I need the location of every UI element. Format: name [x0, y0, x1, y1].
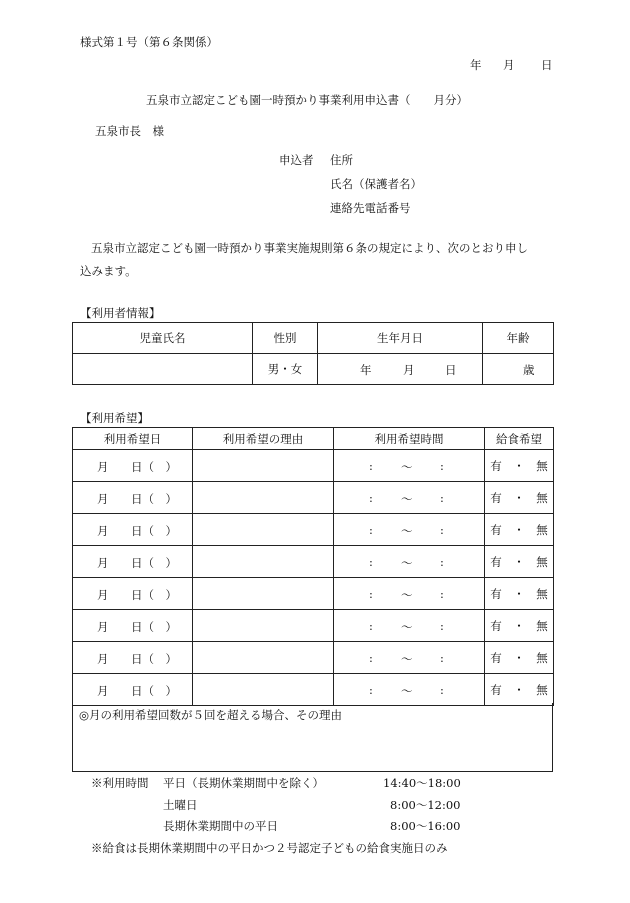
usage-month-label: 月 [97, 652, 109, 666]
usage-reason-field[interactable] [193, 674, 334, 706]
usage-time-field[interactable] [334, 450, 485, 482]
applicant-phone-label: 連絡先電話番号 [330, 201, 411, 215]
header-usage-date: 利用希望日 [73, 428, 193, 450]
usage-day-label: 日（ ） [131, 620, 177, 634]
hours-weekday-label: 平日（長期休業期間中を除く） [163, 776, 324, 790]
usage-meal-field[interactable] [485, 450, 554, 482]
usage-reason-field[interactable] [193, 642, 334, 674]
usage-time-tilde: 〜 [401, 684, 413, 698]
date-day-label: 日 [541, 58, 553, 72]
header-meal: 給食希望 [485, 428, 554, 450]
form-number: 様式第１号（第６条関係） [80, 35, 218, 49]
usage-time-field[interactable] [334, 674, 485, 706]
body-text-line-1: 五泉市立認定こども園一時預かり事業実施規則第６条の規定により、次のとおり申し [91, 241, 528, 255]
usage-month-label: 月 [97, 588, 109, 602]
usage-day-label: 日（ ） [131, 460, 177, 474]
usage-meal-options: 有 ・ 無 [490, 458, 548, 473]
usage-row [73, 546, 554, 578]
usage-table [72, 427, 554, 706]
usage-time-tilde: 〜 [401, 588, 413, 602]
usage-month-label: 月 [97, 556, 109, 570]
header-usage-time: 利用希望時間 [334, 428, 485, 450]
usage-reason-field[interactable] [193, 482, 334, 514]
header-usage-reason: 利用希望の理由 [193, 428, 334, 450]
usage-date-field[interactable] [73, 642, 193, 674]
usage-time-field[interactable] [334, 578, 485, 610]
usage-time-start-colon: : [369, 651, 373, 665]
usage-day-label: 日（ ） [131, 556, 177, 570]
addressee: 五泉市長 様 [95, 124, 164, 138]
usage-meal-field[interactable] [485, 546, 554, 578]
remarks-box[interactable] [72, 703, 553, 772]
usage-time-field[interactable] [334, 610, 485, 642]
usage-time-tilde: 〜 [401, 652, 413, 666]
usage-time-tilde: 〜 [401, 524, 413, 538]
usage-row [73, 482, 554, 514]
usage-date-field[interactable] [73, 450, 193, 482]
date-month-label: 月 [503, 58, 515, 72]
usage-section-label: 【利用希望】 [80, 411, 149, 425]
usage-meal-field[interactable] [485, 610, 554, 642]
birth-year-label: 年 [360, 363, 372, 377]
birth-day-label: 日 [445, 363, 457, 377]
age-unit-label: 歳 [523, 363, 535, 377]
body-text-line-2: 込みます。 [80, 264, 137, 278]
hours-holiday-label: 長期休業期間中の平日 [163, 819, 278, 833]
date-year-label: 年 [470, 58, 482, 72]
usage-row [73, 450, 554, 482]
usage-meal-options: 有 ・ 無 [490, 490, 548, 505]
usage-date-field[interactable] [73, 674, 193, 706]
usage-meal-options: 有 ・ 無 [490, 618, 548, 633]
usage-time-tilde: 〜 [401, 556, 413, 570]
usage-time-tilde: 〜 [401, 460, 413, 474]
usage-day-label: 日（ ） [131, 652, 177, 666]
hours-holiday-time: 8:00〜16:00 [390, 819, 461, 833]
usage-row [73, 642, 554, 674]
usage-row [73, 578, 554, 610]
usage-time-end-colon: : [440, 491, 444, 505]
usage-time-start-colon: : [369, 459, 373, 473]
usage-time-tilde: 〜 [401, 492, 413, 506]
usage-date-field[interactable] [73, 546, 193, 578]
usage-reason-field[interactable] [193, 546, 334, 578]
usage-month-label: 月 [97, 492, 109, 506]
usage-time-end-colon: : [440, 683, 444, 697]
hours-saturday-time: 8:00〜12:00 [390, 798, 461, 812]
usage-meal-options: 有 ・ 無 [490, 586, 548, 601]
header-gender: 性別 [253, 323, 318, 354]
usage-row [73, 610, 554, 642]
usage-day-label: 日（ ） [131, 588, 177, 602]
usage-day-label: 日（ ） [131, 492, 177, 506]
user-info-table [72, 322, 554, 385]
usage-time-field[interactable] [334, 482, 485, 514]
header-age: 年齢 [483, 323, 554, 354]
usage-time-start-colon: : [369, 683, 373, 697]
usage-date-field[interactable] [73, 610, 193, 642]
birth-month-label: 月 [403, 363, 415, 377]
usage-time-end-colon: : [440, 587, 444, 601]
usage-reason-field[interactable] [193, 514, 334, 546]
usage-row [73, 514, 554, 546]
birthdate-field[interactable] [318, 354, 483, 385]
usage-reason-field[interactable] [193, 610, 334, 642]
usage-month-label: 月 [97, 684, 109, 698]
usage-month-label: 月 [97, 524, 109, 538]
user-info-section-label: 【利用者情報】 [80, 306, 161, 320]
usage-reason-field[interactable] [193, 450, 334, 482]
applicant-label: 申込者 [279, 153, 314, 167]
usage-date-field[interactable] [73, 482, 193, 514]
usage-date-field[interactable] [73, 514, 193, 546]
page-title: 五泉市立認定こども園一時預かり事業利用申込書（ 月分） [146, 93, 468, 107]
usage-meal-options: 有 ・ 無 [490, 682, 548, 697]
usage-meal-field[interactable] [485, 642, 554, 674]
usage-meal-field[interactable] [485, 674, 554, 706]
usage-meal-options: 有 ・ 無 [490, 650, 548, 665]
gender-options: 男・女 [267, 362, 303, 376]
usage-time-end-colon: : [440, 555, 444, 569]
usage-header-row [73, 428, 554, 450]
usage-time-start-colon: : [369, 587, 373, 601]
usage-meal-field[interactable] [485, 482, 554, 514]
child-name-field[interactable] [73, 354, 253, 385]
usage-meal-field[interactable] [485, 578, 554, 610]
usage-time-end-colon: : [440, 651, 444, 665]
meal-note: ※給食は長期休業期間中の平日かつ２号認定子どもの給食実施日のみ [91, 841, 448, 855]
usage-time-tilde: 〜 [401, 620, 413, 634]
usage-meal-options: 有 ・ 無 [490, 554, 548, 569]
usage-date-field[interactable] [73, 578, 193, 610]
header-birthdate: 生年月日 [318, 323, 483, 354]
remarks-label: ◎月の利用希望回数が５回を超える場合、その理由 [79, 708, 343, 722]
usage-reason-field[interactable] [193, 578, 334, 610]
usage-time-field[interactable] [334, 514, 485, 546]
usage-month-label: 月 [97, 460, 109, 474]
usage-time-start-colon: : [369, 555, 373, 569]
usage-time-end-colon: : [440, 459, 444, 473]
usage-time-start-colon: : [369, 619, 373, 633]
header-child-name: 児童氏名 [73, 323, 253, 354]
usage-meal-options: 有 ・ 無 [490, 522, 548, 537]
usage-time-end-colon: : [440, 619, 444, 633]
applicant-address-label: 住所 [330, 153, 353, 167]
usage-row [73, 674, 554, 706]
gender-field[interactable] [253, 354, 318, 385]
usage-day-label: 日（ ） [131, 524, 177, 538]
hours-weekday-time: 14:40〜18:00 [383, 776, 461, 790]
usage-time-end-colon: : [440, 523, 444, 537]
usage-time-start-colon: : [369, 491, 373, 505]
usage-meal-field[interactable] [485, 514, 554, 546]
hours-saturday-label: 土曜日 [163, 798, 198, 812]
usage-time-field[interactable] [334, 546, 485, 578]
hours-note-label: ※利用時間 [91, 776, 149, 790]
applicant-name-label: 氏名（保護者名） [330, 177, 422, 191]
usage-time-field[interactable] [334, 642, 485, 674]
usage-day-label: 日（ ） [131, 684, 177, 698]
usage-month-label: 月 [97, 620, 109, 634]
age-field[interactable] [483, 354, 554, 385]
usage-time-start-colon: : [369, 523, 373, 537]
